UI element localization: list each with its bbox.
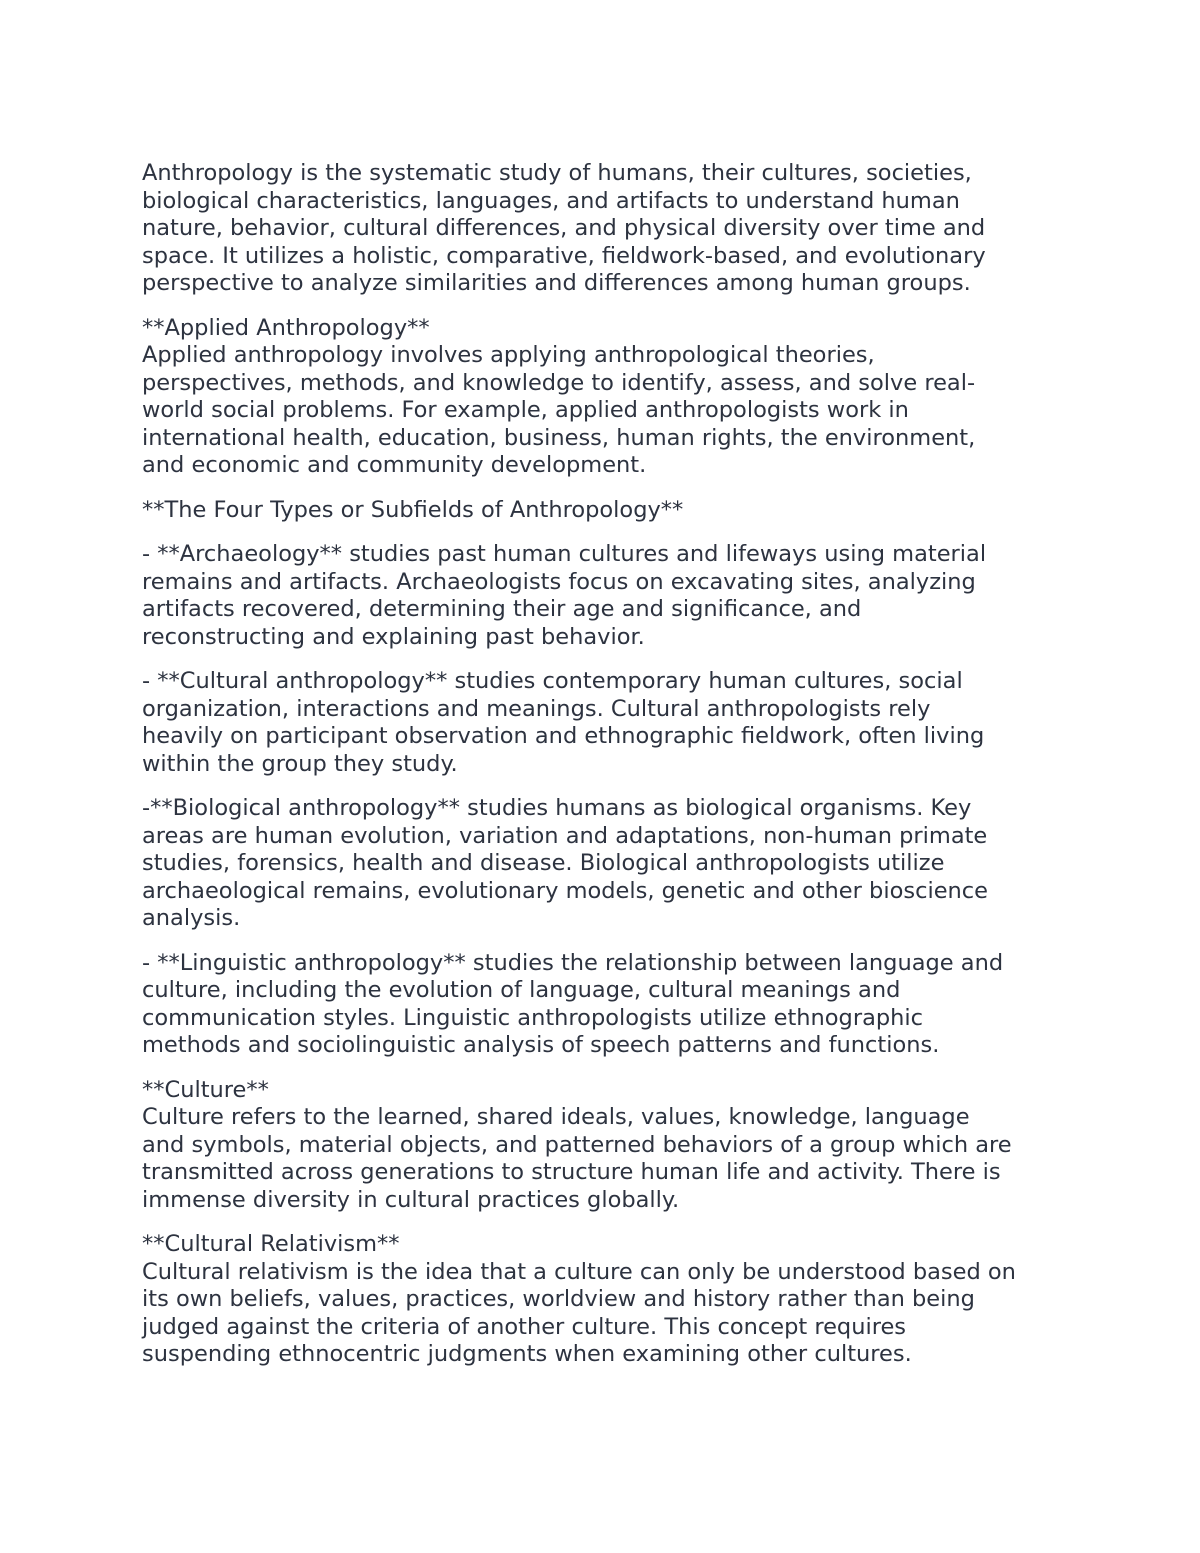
text-line: perspectives, methods, and knowledge to identify, assess, and solve real- (142, 369, 976, 396)
text-line: methods and sociolinguistic analysis of speech patterns and functions. (142, 1032, 940, 1058)
text-line: Cultural relativism is the idea that a culture can only be understood based on (142, 1258, 1016, 1285)
text-line: studies, forensics, health and disease. Biological anthropologists utilize (142, 850, 945, 876)
text-line: judged against the criteria of another culture. This concept requires (142, 1313, 907, 1340)
text-line: -**Biological anthropology** studies humans as biological organisms. Key (142, 795, 972, 821)
text-line: perspective to analyze similarities and differences among human groups. (142, 270, 971, 296)
text-line: - **Linguistic anthropology** studies the relationship between language and (142, 949, 1004, 976)
text-line: heavily on participant observation and ethnographic fieldwork, often living (142, 723, 985, 749)
text-line: archaeological remains, evolutionary models, genetic and other bioscience (142, 877, 989, 904)
text-line: analysis. (142, 905, 241, 931)
text-line: and economic and community development. (142, 452, 647, 478)
text-line: **Cultural Relativism** (142, 1231, 400, 1257)
paragraph (142, 315, 1072, 480)
paragraph (142, 1231, 1072, 1369)
text-line: **The Four Types or Subfields of Anthropology** (142, 496, 684, 523)
text-line: and symbols, material objects, and patterned behaviors of a group which are (142, 1131, 1012, 1158)
text-line: space. It utilizes a holistic, comparative, fieldwork-based, and evolutionary (142, 242, 986, 269)
text-line: within the group they study. (142, 750, 458, 777)
paragraph (142, 497, 1072, 525)
text-line: suspending ethnocentric judgments when examining other cultures. (142, 1341, 912, 1367)
text-line: Culture refers to the learned, shared ideals, values, knowledge, language (142, 1104, 970, 1130)
text-line: - **Archaeology** studies past human cultures and lifeways using material (142, 541, 987, 567)
text-line: artifacts recovered, determining their age and significance, and (142, 596, 862, 622)
text-line: nature, behavior, cultural differences, and physical diversity over time and (142, 215, 986, 241)
text-line: communication styles. Linguistic anthropologists utilize ethnographic (142, 1004, 924, 1031)
text-line: world social problems. For example, applied anthropologists work in (142, 397, 909, 423)
paragraph (142, 795, 1072, 933)
paragraph (142, 160, 1072, 298)
text-line: organization, interactions and meanings. Cultural anthropologists rely (142, 695, 931, 722)
document-body (142, 160, 1072, 1386)
text-line: immense diversity in cultural practices globally. (142, 1186, 680, 1213)
text-line: areas are human evolution, variation and adaptations, non-human primate (142, 822, 988, 849)
text-line: biological characteristics, languages, and artifacts to understand human (142, 187, 960, 214)
text-line: - **Cultural anthropology** studies contemporary human cultures, social (142, 668, 963, 694)
text-line: reconstructing and explaining past behavior. (142, 623, 645, 650)
paragraph (142, 950, 1072, 1060)
text-line: its own beliefs, values, practices, worldview and history rather than being (142, 1286, 975, 1312)
text-line: Anthropology is the systematic study of humans, their cultures, societies, (142, 160, 972, 186)
paragraph (142, 668, 1072, 778)
text-line: Applied anthropology involves applying anthropological theories, (142, 342, 875, 368)
paragraph (142, 1077, 1072, 1215)
paragraph (142, 541, 1072, 651)
text-line: transmitted across generations to structure human life and activity. There is (142, 1159, 1001, 1185)
text-line: international health, education, business, human rights, the environment, (142, 424, 976, 451)
text-line: culture, including the evolution of language, cultural meanings and (142, 977, 901, 1003)
text-line: remains and artifacts. Archaeologists focus on excavating sites, analyzing (142, 568, 976, 595)
text-line: **Culture** (142, 1076, 269, 1103)
text-line: **Applied Anthropology** (142, 314, 430, 341)
